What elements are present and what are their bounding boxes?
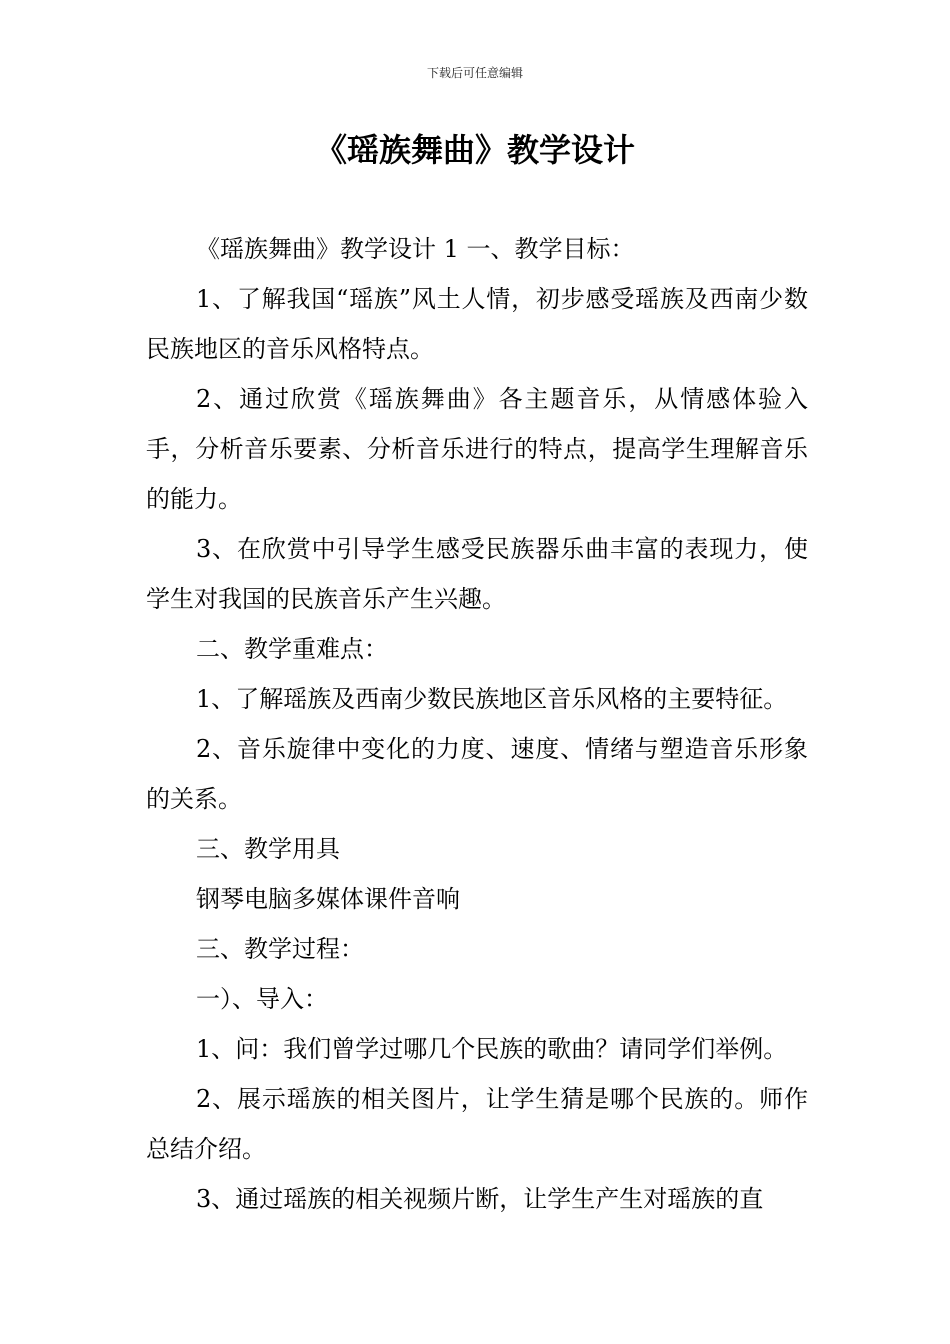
paragraph-10: 三、教学过程： — [196, 935, 364, 963]
page-header: 下载后可任意编辑 — [426, 66, 523, 80]
paragraph-1: 《瑶族舞曲》教学设计 1 一、教学目标： — [196, 235, 635, 263]
document-body — [146, 224, 808, 1224]
paragraph-9: 钢琴电脑多媒体课件音响 — [196, 885, 460, 913]
paragraph-7: 2、音乐旋律中变化的力度、速度、情绪与塑造音乐形象的关系。 — [146, 735, 808, 813]
paragraph-4: 3、在欣赏中引导学生感受民族器乐曲丰富的表现力，使学生对我国的民族音乐产生兴趣。 — [146, 535, 808, 613]
paragraph-11: 一）、导入： — [196, 985, 328, 1013]
paragraph-14: 3、通过瑶族的相关视频片断，让学生产生对瑶族的直 — [196, 1185, 764, 1213]
document-title: 《瑶族舞曲》教学设计 — [314, 131, 635, 169]
paragraph-5: 二、教学重难点： — [196, 635, 388, 663]
paragraph-12: 1、问：我们曾学过哪几个民族的歌曲？请同学们举例。 — [196, 1035, 788, 1063]
paragraph-3: 2、通过欣赏《瑶族舞曲》各主题音乐，从情感体验入手，分析音乐要素、分析音乐进行的特点，提高学生理解音乐的能力。 — [146, 385, 808, 513]
paragraph-13: 2、展示瑶族的相关图片，让学生猜是哪个民族的。师作总结介绍。 — [146, 1085, 808, 1163]
paragraph-6: 1、了解瑶族及西南少数民族地区音乐风格的主要特征。 — [196, 685, 788, 713]
paragraph-8: 三、教学用具 — [196, 835, 340, 863]
paragraph-2: 1、了解我国“瑶族”风土人情，初步感受瑶族及西南少数民族地区的音乐风格特点。 — [146, 285, 808, 363]
